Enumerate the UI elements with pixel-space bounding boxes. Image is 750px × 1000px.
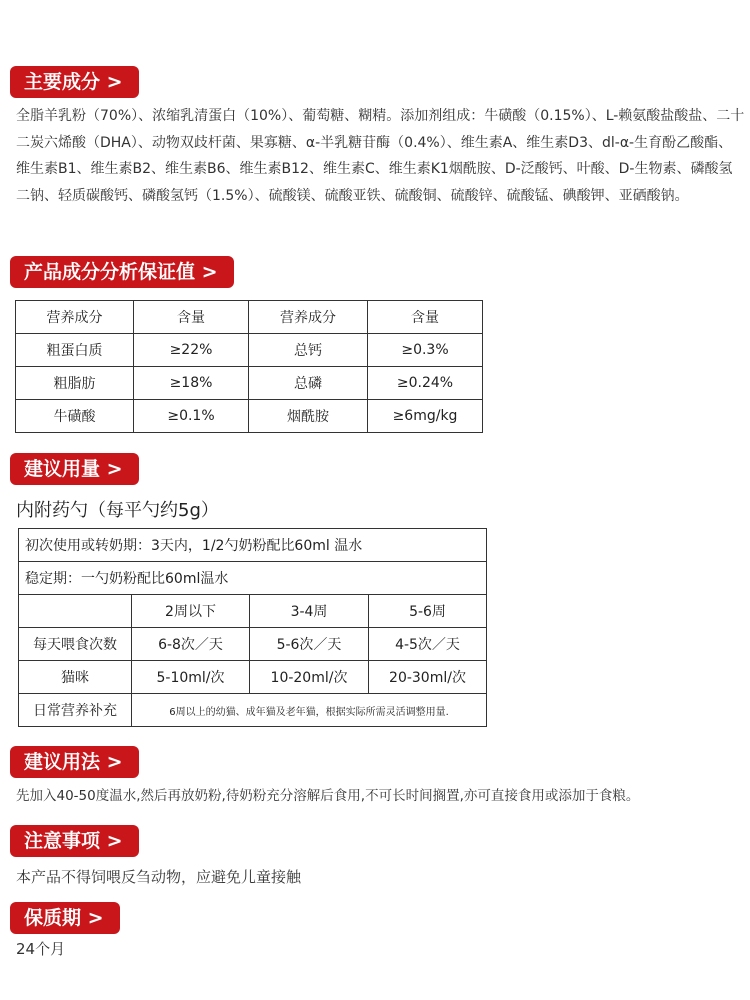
table-header-cell: 5-6周	[369, 595, 487, 628]
dosage-table	[18, 528, 487, 727]
dosage-heading: 建议用量 >	[10, 453, 139, 485]
table-cell: 20-30ml/次	[369, 661, 487, 694]
table-row	[16, 400, 483, 433]
daily-note-cell: 6周以上的幼猫、成年猫及老年猫，根据实际所需灵活调整用量.	[132, 694, 487, 727]
analysis-table	[15, 300, 483, 433]
table-cell: 粗脂肪	[16, 367, 134, 400]
table-row	[19, 661, 487, 694]
table-header-cell	[19, 595, 132, 628]
table-cell: ≥0.3%	[368, 334, 483, 367]
table-header-cell: 营养成分	[16, 301, 134, 334]
table-row	[19, 562, 487, 595]
table-cell: 粗蛋白质	[16, 334, 134, 367]
table-cell: 烟酰胺	[249, 400, 368, 433]
table-cell: 日常营养补充	[19, 694, 132, 727]
table-header-row	[19, 595, 487, 628]
table-row	[16, 334, 483, 367]
table-cell: 5-10ml/次	[132, 661, 250, 694]
table-cell: ≥6mg/kg	[368, 400, 483, 433]
table-row	[19, 529, 487, 562]
table-cell: 5-6次／天	[250, 628, 369, 661]
table-cell: 总钙	[249, 334, 368, 367]
table-cell: 总磷	[249, 367, 368, 400]
table-cell: ≥0.24%	[368, 367, 483, 400]
table-cell: ≥22%	[134, 334, 249, 367]
notes-heading: 注意事项 >	[10, 825, 139, 857]
table-header-cell: 营养成分	[249, 301, 368, 334]
first-use-cell: 初次使用或转奶期：3天内，1/2勺奶粉配比60ml 温水	[19, 529, 487, 562]
shelf-life-text: 24个月	[16, 940, 66, 958]
dosage-subtitle: 内附药勺（每平勺约5g）	[16, 500, 219, 521]
usage-text: 先加入40-50度温水,然后再放奶粉,待奶粉充分溶解后食用,不可长时间搁置,亦可直接食用或添加于食粮。	[16, 788, 640, 804]
ingredients-text: 全脂羊乳粉（70%）、浓缩乳清蛋白（10%）、葡萄糖、糊精。添加剂组成：牛磺酸（0.15%）、L-赖氨酸盐酸盐、二十二炭六烯酸（DHA）、动物双歧杆菌、果寡糖、α-半乳糖苷酶（0.4%）、维生素A、维生素D3、dl-α-生育酚乙酸酯、维生素B1、维生素B2、维生素B6、维生素B12、维生素C、维生素K1烟酰胺、D-泛酸钙、叶酸、D-生物素、磷酸氢二钠、轻质碳酸钙、磷酸氢钙（1.5%）、硫酸镁、硫酸亚铁、硫酸铜、硫酸锌、硫酸锰、碘酸钾、亚硒酸钠。	[16, 108, 745, 204]
ingredients-heading: 主要成分 >	[10, 66, 139, 98]
table-cell: 猫咪	[19, 661, 132, 694]
stable-cell: 稳定期：一勺奶粉配比60ml温水	[19, 562, 487, 595]
table-header-cell: 2周以下	[132, 595, 250, 628]
table-cell: 牛磺酸	[16, 400, 134, 433]
table-cell: 每天喂食次数	[19, 628, 132, 661]
table-cell: 4-5次／天	[369, 628, 487, 661]
table-row	[16, 367, 483, 400]
table-header-cell: 含量	[134, 301, 249, 334]
notes-text: 本产品不得饲喂反刍动物，应避免儿童接触	[16, 868, 302, 886]
table-cell: 10-20ml/次	[250, 661, 369, 694]
shelf-life-heading: 保质期 >	[10, 902, 120, 934]
table-header-cell: 含量	[368, 301, 483, 334]
table-row	[19, 628, 487, 661]
table-cell: ≥0.1%	[134, 400, 249, 433]
table-cell: ≥18%	[134, 367, 249, 400]
table-header-row	[16, 301, 483, 334]
table-cell: 6-8次／天	[132, 628, 250, 661]
analysis-heading: 产品成分分析保证值 >	[10, 256, 234, 288]
usage-heading: 建议用法 >	[10, 746, 139, 778]
table-row	[19, 694, 487, 727]
table-header-cell: 3-4周	[250, 595, 369, 628]
